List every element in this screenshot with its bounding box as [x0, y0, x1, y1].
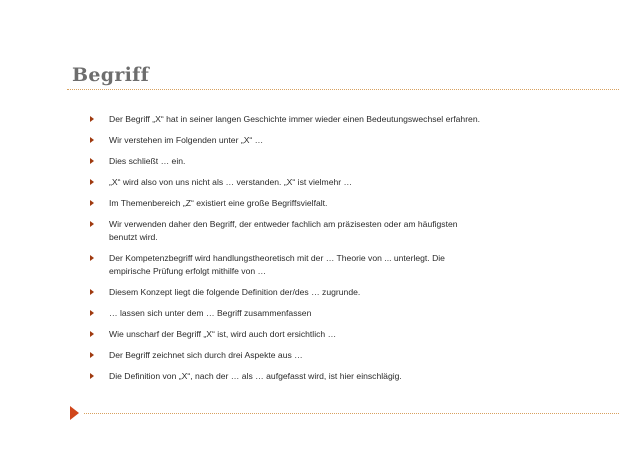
bullet-item: [90, 328, 620, 341]
bullet-triangle-icon: [90, 116, 94, 122]
bullet-text: … lassen sich unter dem … Begriff zusammenfassen: [109, 308, 312, 318]
bullet-triangle-icon: [90, 200, 94, 206]
bullet-list: [90, 113, 620, 391]
bullet-item: [90, 134, 620, 147]
bullet-triangle-icon: [90, 310, 94, 316]
bullet-text-continued: empirische Prüfung erfolgt mithilfe von …: [109, 266, 267, 276]
footer-triangle-icon: [70, 406, 79, 420]
bullet-triangle-icon: [90, 179, 94, 185]
bullet-item: [90, 176, 620, 189]
bullet-text: Dies schließt … ein.: [109, 156, 186, 166]
bullet-text: Im Themenbereich „Z“ existiert eine große Begriffsvielfalt.: [109, 198, 328, 208]
bullet-item: [90, 286, 620, 299]
bullet-text: Die Definition von „X“, nach der … als … aufgefasst wird, ist hier einschlägig.: [109, 371, 402, 381]
bullet-item: [90, 155, 620, 168]
bullet-triangle-icon: [90, 289, 94, 295]
bullet-text: Wir verwenden daher den Begriff, der entweder fachlich am präzisesten oder am häufigsten: [109, 219, 458, 229]
slide-title: Begriff: [72, 64, 150, 86]
bullet-item: [90, 349, 620, 362]
bullet-triangle-icon: [90, 158, 94, 164]
footer-divider: [84, 413, 619, 414]
bullet-triangle-icon: [90, 221, 94, 227]
bullet-triangle-icon: [90, 137, 94, 143]
title-divider: [67, 89, 619, 90]
bullet-item: [90, 370, 620, 383]
bullet-triangle-icon: [90, 255, 94, 261]
bullet-text-continued: benutzt wird.: [109, 232, 158, 242]
bullet-item: [90, 252, 620, 278]
bullet-text: Diesem Konzept liegt die folgende Definition der/des … zugrunde.: [109, 287, 361, 297]
bullet-text: Der Kompetenzbegriff wird handlungstheoretisch mit der … Theorie von ... unterlegt. Die: [109, 253, 445, 263]
bullet-triangle-icon: [90, 352, 94, 358]
bullet-item: [90, 307, 620, 320]
bullet-text: Wie unscharf der Begriff „X“ ist, wird auch dort ersichtlich …: [109, 329, 337, 339]
bullet-triangle-icon: [90, 331, 94, 337]
bullet-text: Der Begriff zeichnet sich durch drei Aspekte aus …: [109, 350, 303, 360]
bullet-item: [90, 197, 620, 210]
bullet-item: [90, 113, 620, 126]
bullet-text: „X“ wird also von uns nicht als … verstanden. „X“ ist vielmehr …: [109, 177, 353, 187]
bullet-text: Wir verstehen im Folgenden unter „X“ …: [109, 135, 264, 145]
bullet-text: Der Begriff „X“ hat in seiner langen Geschichte immer wieder einen Bedeutungswechsel erfahren.: [109, 114, 480, 124]
bullet-triangle-icon: [90, 373, 94, 379]
bullet-item: [90, 218, 620, 244]
